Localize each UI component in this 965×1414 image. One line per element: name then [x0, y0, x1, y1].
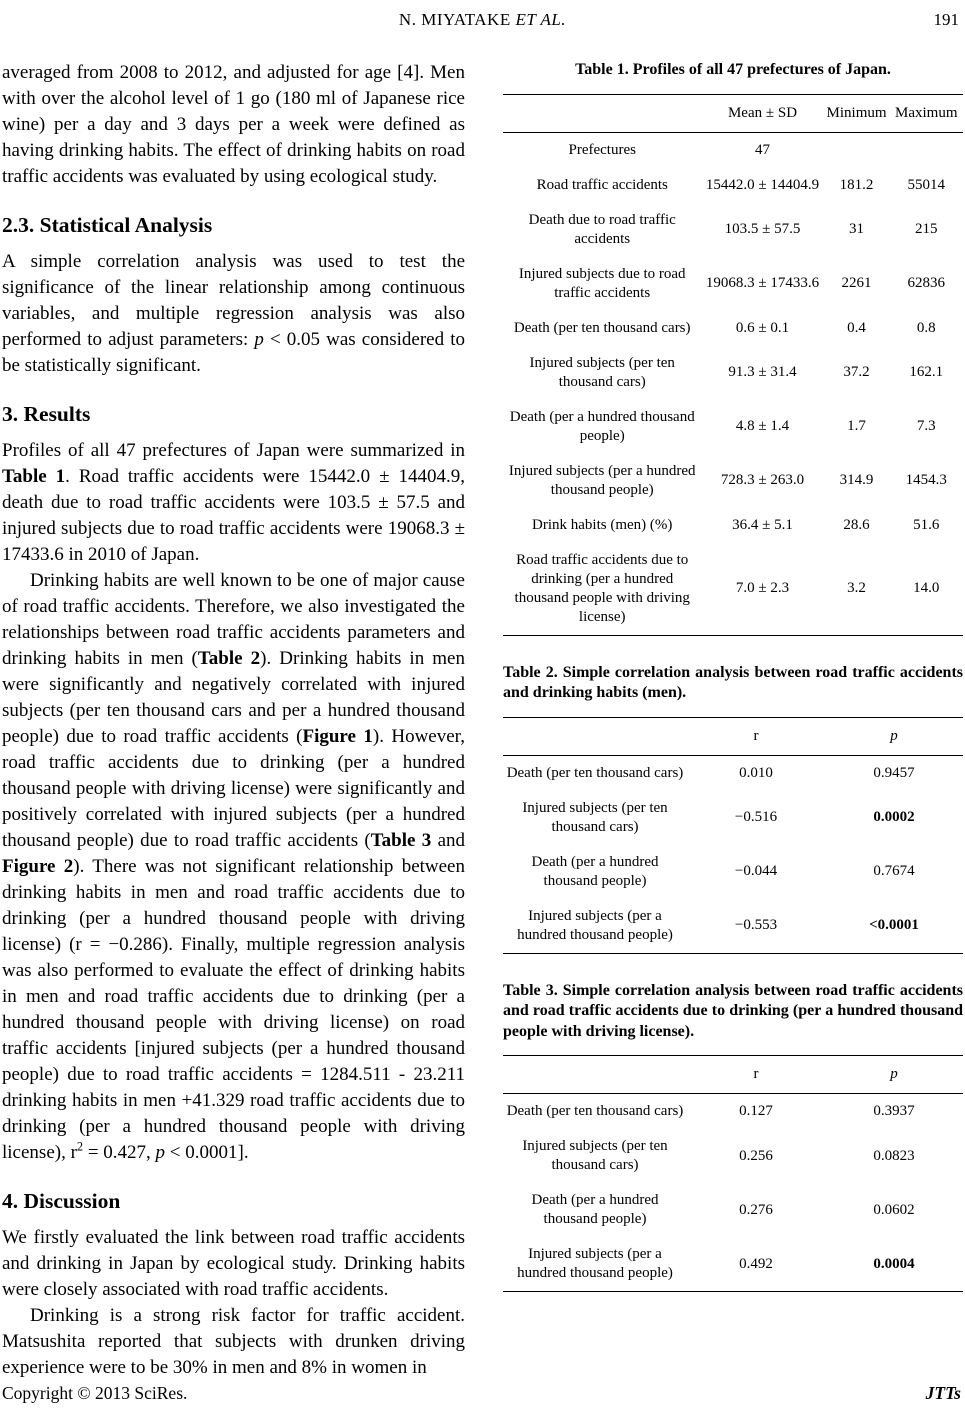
cell-label: Death (per a hundred thousand people) — [509, 408, 695, 444]
cell-max: 14.0 — [913, 580, 940, 596]
cell-label: Injured subjects (per ten thousand cars) — [522, 799, 668, 835]
table-row — [503, 755, 963, 791]
cell-mean: 36.4 ± 5.1 — [732, 516, 793, 533]
cell-max: 1454.3 — [905, 472, 947, 488]
cell-label: Drink habits (men) (%) — [532, 516, 673, 533]
cell-p: 0.3937 — [873, 1103, 915, 1119]
journal-abbreviation: JTTs — [925, 1383, 961, 1403]
header-cell-minimum: Minimum — [824, 94, 890, 132]
cell-mean: 4.8 ± 1.4 — [735, 418, 790, 434]
cell-label: Death (per ten thousand cars) — [506, 1103, 684, 1119]
cell-min: 314.9 — [839, 472, 874, 488]
cell-max: 55014 — [907, 176, 946, 193]
cell-label: Injured subjects due to road traffic accidents — [518, 265, 686, 301]
table-row — [503, 1094, 963, 1130]
table2-block — [503, 663, 963, 954]
table-row — [503, 1183, 963, 1237]
cell-label: Death (per a hundred thousand people) — [531, 853, 659, 889]
two-column-body — [2, 60, 963, 1381]
cell-max: 62836 — [907, 275, 946, 291]
cell-label: Injured subjects (per a hundred thousand people) — [508, 462, 696, 498]
cell-r: −0.044 — [734, 863, 778, 879]
cell-max: 7.3 — [916, 418, 936, 434]
paragraph-statistical-analysis: A simple correlation analysis was used to test the significance of the linear relationship among continuous variables, and multiple regression analysis was also performed to adjust parameters: p < 0.05 was considered to be statistically significant. — [2, 251, 465, 376]
cell-min: 37.2 — [843, 364, 870, 380]
cell-p: 0.9457 — [873, 764, 915, 781]
cell-r: 0.492 — [739, 1255, 773, 1272]
cell-mean: 728.3 ± 263.0 — [720, 472, 805, 488]
cell-label: Death (per ten thousand cars) — [513, 319, 691, 336]
cell-p: 0.0002 — [873, 809, 915, 825]
cell-max: 0.8 — [916, 319, 936, 336]
header-cell-r: r — [687, 717, 825, 755]
cell-label: Death (per a hundred thousand people) — [531, 1192, 659, 1227]
header-cell-blank — [503, 717, 687, 755]
table-row — [503, 899, 963, 954]
table-row — [503, 454, 963, 508]
cell-r: 0.256 — [739, 1147, 773, 1164]
table-row — [503, 845, 963, 899]
cell-mean: 47 — [755, 141, 770, 158]
header-cell-mean-sd: Mean ± SD — [701, 94, 823, 132]
cell-label: Death due to road traffic accidents — [528, 211, 676, 247]
cell-min: 28.6 — [843, 516, 870, 533]
header-cell-p: p — [825, 1056, 963, 1094]
cell-mean: 0.6 ± 0.1 — [735, 319, 790, 336]
cell-max: 215 — [915, 221, 938, 237]
table-row — [503, 508, 963, 543]
header-cell-r: r — [687, 1056, 825, 1094]
table-header-row — [503, 94, 963, 132]
cell-label: Prefectures — [568, 141, 636, 158]
cell-min: 31 — [849, 221, 865, 237]
table3 — [503, 1055, 963, 1292]
cell-label: Road traffic accidents — [536, 176, 668, 193]
header-cell-maximum: Maximum — [890, 94, 963, 132]
cell-label: Road traffic accidents due to drinking (per a hundred thousand people with driving license) — [514, 551, 690, 625]
table-row — [503, 400, 963, 454]
cell-min — [824, 132, 890, 168]
table-row — [503, 257, 963, 311]
table-row — [503, 543, 963, 636]
table-row — [503, 791, 963, 845]
page-header — [2, 8, 963, 32]
table1-caption: Table 1. Profiles of all 47 prefectures of Japan. — [575, 61, 891, 78]
table-header-row — [503, 1056, 963, 1094]
cell-p: 0.0823 — [873, 1147, 915, 1164]
header-cell-p: p — [825, 717, 963, 755]
cell-r: 0.127 — [739, 1103, 773, 1119]
table-row — [503, 311, 963, 346]
cell-min: 0.4 — [847, 319, 866, 336]
table1-block — [503, 60, 963, 636]
paragraph-drinking-definition: averaged from 2008 to 2012, and adjusted for age [4]. Men with over the alcohol level of 1 go (180 ml of Japanese rice wine) per a day and 3 days per a week were defined as having drinking habits. The effect of drinking habits on road traffic accidents was evaluated by using ecological study. — [2, 62, 465, 187]
right-column — [503, 60, 963, 1381]
running-title: N. MIYATAKE ET AL. — [398, 10, 567, 29]
table-row — [503, 346, 963, 400]
cell-r: −0.553 — [734, 917, 778, 933]
cell-p: 0.0004 — [873, 1255, 915, 1272]
cell-r: 0.010 — [739, 764, 773, 781]
cell-p: 0.7674 — [873, 863, 915, 879]
cell-label: Injured subjects (per ten thousand cars) — [522, 1138, 668, 1173]
cell-mean: 15442.0 ± 14404.9 — [705, 176, 820, 193]
page-number: 191 — [933, 10, 959, 29]
cell-label: Injured subjects (per ten thousand cars) — [529, 354, 675, 390]
table-row — [503, 168, 963, 203]
table-header-row — [503, 717, 963, 755]
cell-label: Death (per ten thousand cars) — [506, 764, 684, 781]
cell-label: Injured subjects (per a hundred thousand people) — [517, 1246, 673, 1281]
cell-mean: 91.3 ± 31.4 — [728, 364, 797, 380]
cell-mean: 7.0 ± 2.3 — [735, 580, 790, 596]
table-row — [503, 1237, 963, 1292]
paragraph-results-profiles: Profiles of all 47 prefectures of Japan were summarized in Table 1. Road traffic accidents were 15442.0 ± 14404.9, death due to road traffic accidents were 103.5 ± 57.5 and injured subjects due to road traffic accidents were 19068.3 ± 17433.6 in 2010 of Japan. — [2, 440, 465, 565]
table2 — [503, 717, 963, 954]
section-heading-discussion: 4. Discussion — [2, 1189, 121, 1213]
cell-mean: 19068.3 ± 17433.6 — [705, 275, 820, 291]
cell-max — [890, 132, 963, 168]
cell-min: 181.2 — [839, 176, 874, 193]
section-heading-results: 3. Results — [2, 402, 91, 426]
copyright-text: Copyright © 2013 SciRes. — [2, 1383, 188, 1403]
table3-caption: Table 3. Simple correlation analysis between road traffic accidents and road traffic accidents due to drinking (per a hundred thousand people with driving license). — [503, 981, 963, 1040]
cell-min: 3.2 — [847, 580, 866, 596]
table-row — [503, 1129, 963, 1183]
table-row — [503, 203, 963, 257]
table-row — [503, 132, 963, 168]
cell-r: 0.276 — [739, 1201, 773, 1218]
cell-p: <0.0001 — [869, 917, 919, 933]
cell-max: 162.1 — [909, 364, 944, 380]
table1 — [503, 94, 963, 636]
paragraph-discussion-link: We firstly evaluated the link between road traffic accidents and drinking in Japan by ecological study. Drinking habits were closely associated with road traffic accidents. — [2, 1227, 465, 1300]
cell-max: 51.6 — [913, 516, 940, 533]
section-heading-statistical-analysis: 2.3. Statistical Analysis — [2, 213, 213, 237]
cell-min: 1.7 — [847, 418, 866, 434]
left-column — [2, 60, 465, 1381]
page-footer — [2, 1383, 961, 1404]
table3-block — [503, 981, 963, 1293]
cell-min: 2261 — [841, 275, 872, 291]
table2-caption: Table 2. Simple correlation analysis between road traffic accidents and drinking habits (men). — [503, 663, 963, 701]
cell-r: −0.516 — [734, 809, 778, 825]
paragraph-results-correlations: Drinking habits are well known to be one of major cause of road traffic accidents. Therefore, we also investigated the relationships between road traffic accidents parameters and drinking habits in men (Table 2). Drinking habits in men were significantly and negatively correlated with injured subjects (per ten thousand cars and per a hundred thousand people) due to road traffic accidents (Figure 1). However, road traffic accidents due to drinking (per a hundred thousand people with driving license) were significantly and positively correlated with injured subjects (per a hundred thousand people) due to road traffic accidents (Table 3 and Figure 2). There was not significant relationship between drinking habits in men and road traffic accidents due to drinking (per a hundred thousand people with driving license) (r = −0.286). Finally, multiple regression analysis was also performed to evaluate the effect of drinking habits in men and road traffic accidents due to drinking (per a hundred thousand people with driving license) on road traffic accidents [injured subjects (per a hundred thousand people) due to road traffic accidents = 1284.511 - 23.211 drinking habits in men +41.329 road traffic accidents due to drinking (per a hundred thousand people with driving license), $r^2 = 0.427$, p < 0.0001]. — [2, 570, 466, 1163]
header-cell-blank — [503, 94, 701, 132]
cell-label: Injured subjects (per a hundred thousand people) — [517, 907, 673, 943]
cell-p: 0.0602 — [873, 1201, 915, 1218]
header-cell-blank — [503, 1056, 687, 1094]
paragraph-discussion-risk: Drinking is a strong risk factor for traffic accident. Matsushita reported that subjects with drunken driving experience were to be 30% in men and 8% in women in — [2, 1305, 465, 1378]
cell-mean: 103.5 ± 57.5 — [724, 221, 801, 237]
